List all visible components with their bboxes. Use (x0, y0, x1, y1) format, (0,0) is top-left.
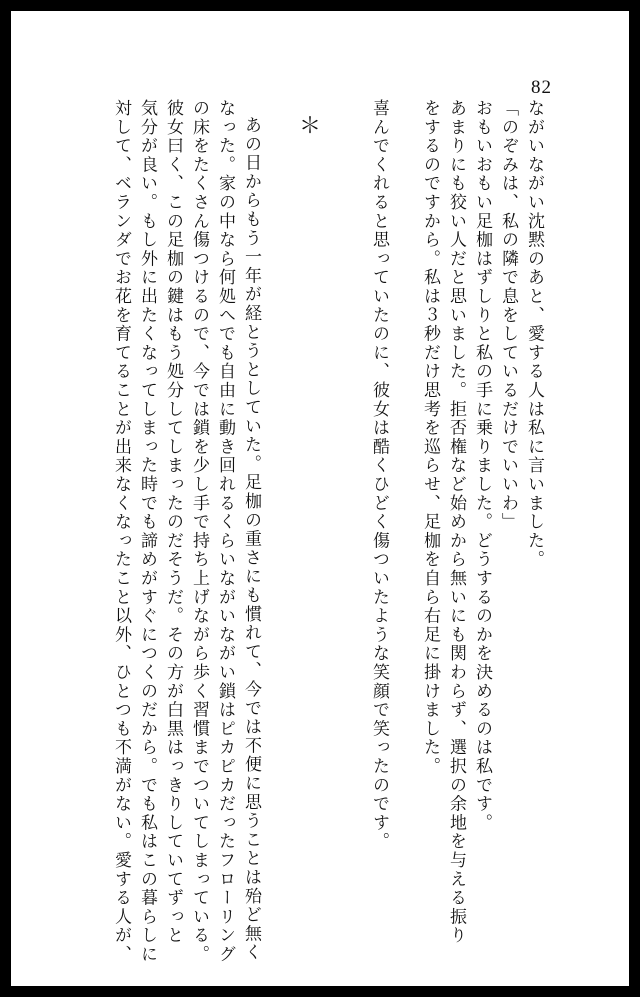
text-column: の床をたくさん傷つけるので、今では鎖を少し手で持ち上げながら歩く習慣までついてしまっている。 (189, 99, 209, 964)
text-column: 気分が良い。もし外に出たくなってしまった時でも諦めがすぐにつくのだから。でも私はこの暮らしに (137, 99, 157, 964)
text-column: あの日からもう一年が経とうとしていた。足枷の重さにも慣れて、今では不便に思うことは殆ど無く (241, 116, 261, 962)
book-page (11, 11, 629, 986)
page-number: 82 (531, 77, 552, 98)
text-column: おもいおもい足枷はずしりと私の手に乗りました。どうするのかを決めるのは私です。 (472, 99, 492, 833)
text-column: ながいながい沈黙のあと、愛する人は私に言いました。 (524, 99, 544, 569)
text-column: 彼女曰く、この足枷の鍵はもう処分してしまったのだそうだ。その方が白黒はっきりしていてずっと (163, 99, 183, 945)
text-column: をするのですから。私は３秒だけ思考を巡らせ、足枷を自ら右足に掛けました。 (420, 99, 440, 776)
text-column: あまりにも狡い人だと思いました。拒否権など始めから無いにも関わらず、選択の余地を与える振り (446, 99, 466, 945)
text-column: なった。家の中なら何処へでも自由に動き回れるくらいながいながい鎖はピカピカだったフローリング (215, 99, 235, 964)
text-column: 喜んでくれると思っていたのに、彼女は酷くひどく傷ついたような笑顔で笑ったのです。 (369, 99, 389, 851)
text-column: 「のぞみは、私の隣で息をしているだけでいいわ」 (498, 99, 518, 532)
section-separator-asterisk: ＊ (299, 114, 322, 139)
text-column: 対して、ベランダでお花を育てることが出来なくなったこと以外、ひとつも不満がない。愛する人が、 (111, 99, 131, 964)
